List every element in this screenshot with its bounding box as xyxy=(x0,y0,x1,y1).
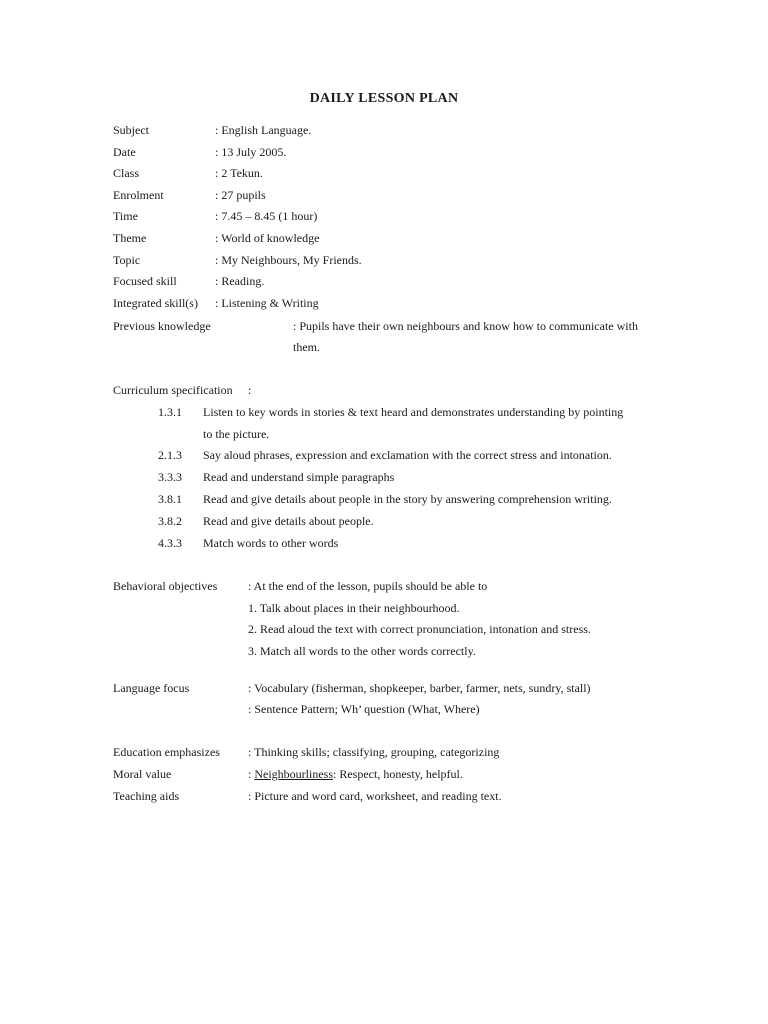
curriculum-code: 3.8.1 xyxy=(158,492,182,506)
moral-prefix: : xyxy=(248,767,255,781)
objective-item: 3. Match all words to the other words correctly. xyxy=(248,644,476,658)
curriculum-code: 4.3.3 xyxy=(158,536,182,550)
education-value: : Thinking skills; classifying, grouping, categorizing xyxy=(248,745,500,759)
date-label: Date xyxy=(113,145,136,159)
curriculum-text: Read and give details about people in the story by answering comprehension writing. xyxy=(203,492,612,506)
moral-rest: : Respect, honesty, helpful. xyxy=(333,767,463,781)
curriculum-text: Listen to key words in stories & text heard and demonstrates understanding by pointing xyxy=(203,405,624,419)
integrated-skills-label: Integrated skill(s) xyxy=(113,296,198,310)
curriculum-code: 3.8.2 xyxy=(158,514,182,528)
behavioral-label: Behavioral objectives xyxy=(113,579,218,593)
behavioral-intro: : At the end of the lesson, pupils should be able to xyxy=(248,579,488,593)
enrolment-value: : 27 pupils xyxy=(215,188,266,202)
focused-skill-label: Focused skill xyxy=(113,274,177,288)
curriculum-text: Match words to other words xyxy=(203,536,339,550)
subject-value: : English Language. xyxy=(215,123,312,137)
education-label: Education emphasizes xyxy=(113,745,220,759)
topic-label: Topic xyxy=(113,253,141,267)
date-value: : 13 July 2005. xyxy=(215,145,287,159)
focused-skill-value: : Reading. xyxy=(215,274,265,288)
subject-label: Subject xyxy=(113,123,149,137)
curriculum-code: 1.3.1 xyxy=(158,405,182,419)
objective-item: 1. Talk about places in their neighbourhood. xyxy=(248,601,460,615)
teaching-aids-label: Teaching aids xyxy=(113,789,180,803)
objective-item: 2. Read aloud the text with correct pronunciation, intonation and stress. xyxy=(248,622,591,636)
curriculum-text: Say aloud phrases, expression and exclamation with the correct stress and intonation. xyxy=(203,448,612,462)
curriculum-text-cont: to the picture. xyxy=(203,427,270,441)
language-focus-vocabulary: : Vocabulary (fisherman, shopkeeper, barber, farmer, nets, sundry, stall) xyxy=(248,681,591,695)
time-label: Time xyxy=(113,209,138,223)
page-title: DAILY LESSON PLAN xyxy=(309,91,459,106)
integrated-skills-value: : Listening & Writing xyxy=(215,296,319,310)
class-value: : 2 Tekun. xyxy=(215,166,263,180)
theme-label: Theme xyxy=(113,231,147,245)
moral-underlined: Neighbourliness xyxy=(254,767,333,781)
teaching-aids-value: : Picture and word card, worksheet, and reading text. xyxy=(248,789,502,803)
curriculum-code: 3.3.3 xyxy=(158,470,182,484)
previous-knowledge-value: : Pupils have their own neighbours and know how to communicate with xyxy=(293,319,638,333)
time-value: : 7.45 – 8.45 (1 hour) xyxy=(215,209,318,223)
moral-value-label: Moral value xyxy=(113,767,172,781)
previous-knowledge-label: Previous knowledge xyxy=(113,319,211,333)
previous-knowledge-value-cont: them. xyxy=(293,340,320,354)
language-focus-label: Language focus xyxy=(113,681,190,695)
curriculum-label: Curriculum specification xyxy=(113,383,233,397)
topic-value: : My Neighbours, My Friends. xyxy=(215,253,362,267)
class-label: Class xyxy=(113,166,140,180)
theme-value: : World of knowledge xyxy=(215,231,320,245)
curriculum-colon: : xyxy=(248,383,252,397)
language-focus-sentence-pattern: : Sentence Pattern; Wh’ question (What, Where) xyxy=(248,702,480,716)
moral-value xyxy=(248,766,463,782)
enrolment-label: Enrolment xyxy=(113,188,164,202)
curriculum-text: Read and understand simple paragraphs xyxy=(203,470,395,484)
curriculum-code: 2.1.3 xyxy=(158,448,182,462)
curriculum-text: Read and give details about people. xyxy=(203,514,374,528)
